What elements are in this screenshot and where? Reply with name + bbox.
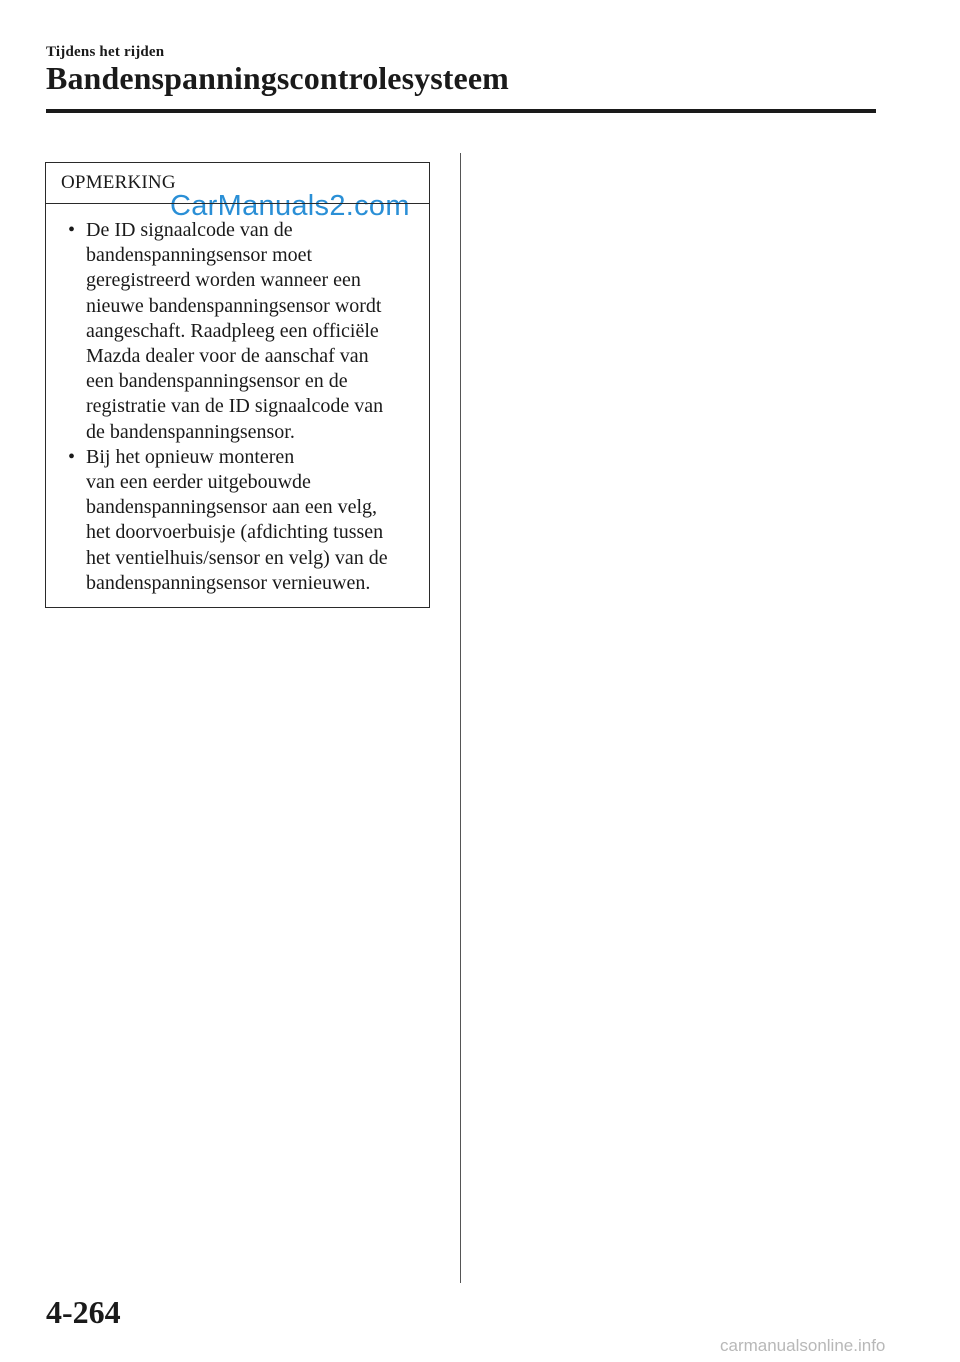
- bullet-dot: •: [68, 219, 76, 241]
- note-heading: OPMERKING: [61, 172, 176, 193]
- note-bullet-item: [66, 445, 428, 596]
- site-watermark: CarManuals2.com: [170, 190, 410, 222]
- bullet-text-line: Bij het opnieuw monteren: [86, 445, 295, 468]
- note-bullet-item: [66, 218, 428, 445]
- note-divider: [46, 203, 429, 204]
- bullet-text-line: bandenspanningsensor vernieuwen.: [86, 571, 371, 594]
- column-divider: [460, 153, 461, 1283]
- note-bullet-list: [66, 218, 428, 596]
- bullet-text-line: van een eerder uitgebouwde: [86, 471, 311, 494]
- bullet-text-line: registratie van de ID signaalcode van: [86, 395, 384, 418]
- bullet-text-line: geregistreerd worden wanneer een: [86, 269, 361, 292]
- chapter-title: Bandenspanningscontrolesysteem: [46, 60, 509, 96]
- bullet-text-line: een bandenspanningsensor en de: [86, 370, 348, 393]
- title-rule: [46, 109, 876, 113]
- bullet-text-line: aangeschaft. Raadpleeg een officiële: [86, 319, 379, 342]
- bullet-dot: •: [68, 445, 76, 468]
- section-label: Tijdens het rijden: [46, 44, 165, 60]
- bullet-text-line: het ventielhuis/sensor en velg) van de: [86, 546, 388, 569]
- bullet-text-line: Mazda dealer voor de aanschaf van: [86, 345, 369, 368]
- bullet-text-line: bandenspanningsensor aan een velg,: [86, 496, 378, 519]
- note-box: [45, 162, 430, 608]
- page-number: 4-264: [46, 1294, 121, 1330]
- bullet-text-line: De ID signaalcode van de: [86, 219, 293, 241]
- bullet-text-line: de bandenspanningsensor.: [86, 420, 295, 443]
- bullet-text-line: het doorvoerbuisje (afdichting tussen: [86, 521, 384, 544]
- footer-watermark: carmanualsonline.info: [720, 1336, 886, 1355]
- bullet-text-line: bandenspanningsensor moet: [86, 244, 313, 267]
- bullet-text-line: nieuwe bandenspanningsensor wordt: [86, 294, 382, 317]
